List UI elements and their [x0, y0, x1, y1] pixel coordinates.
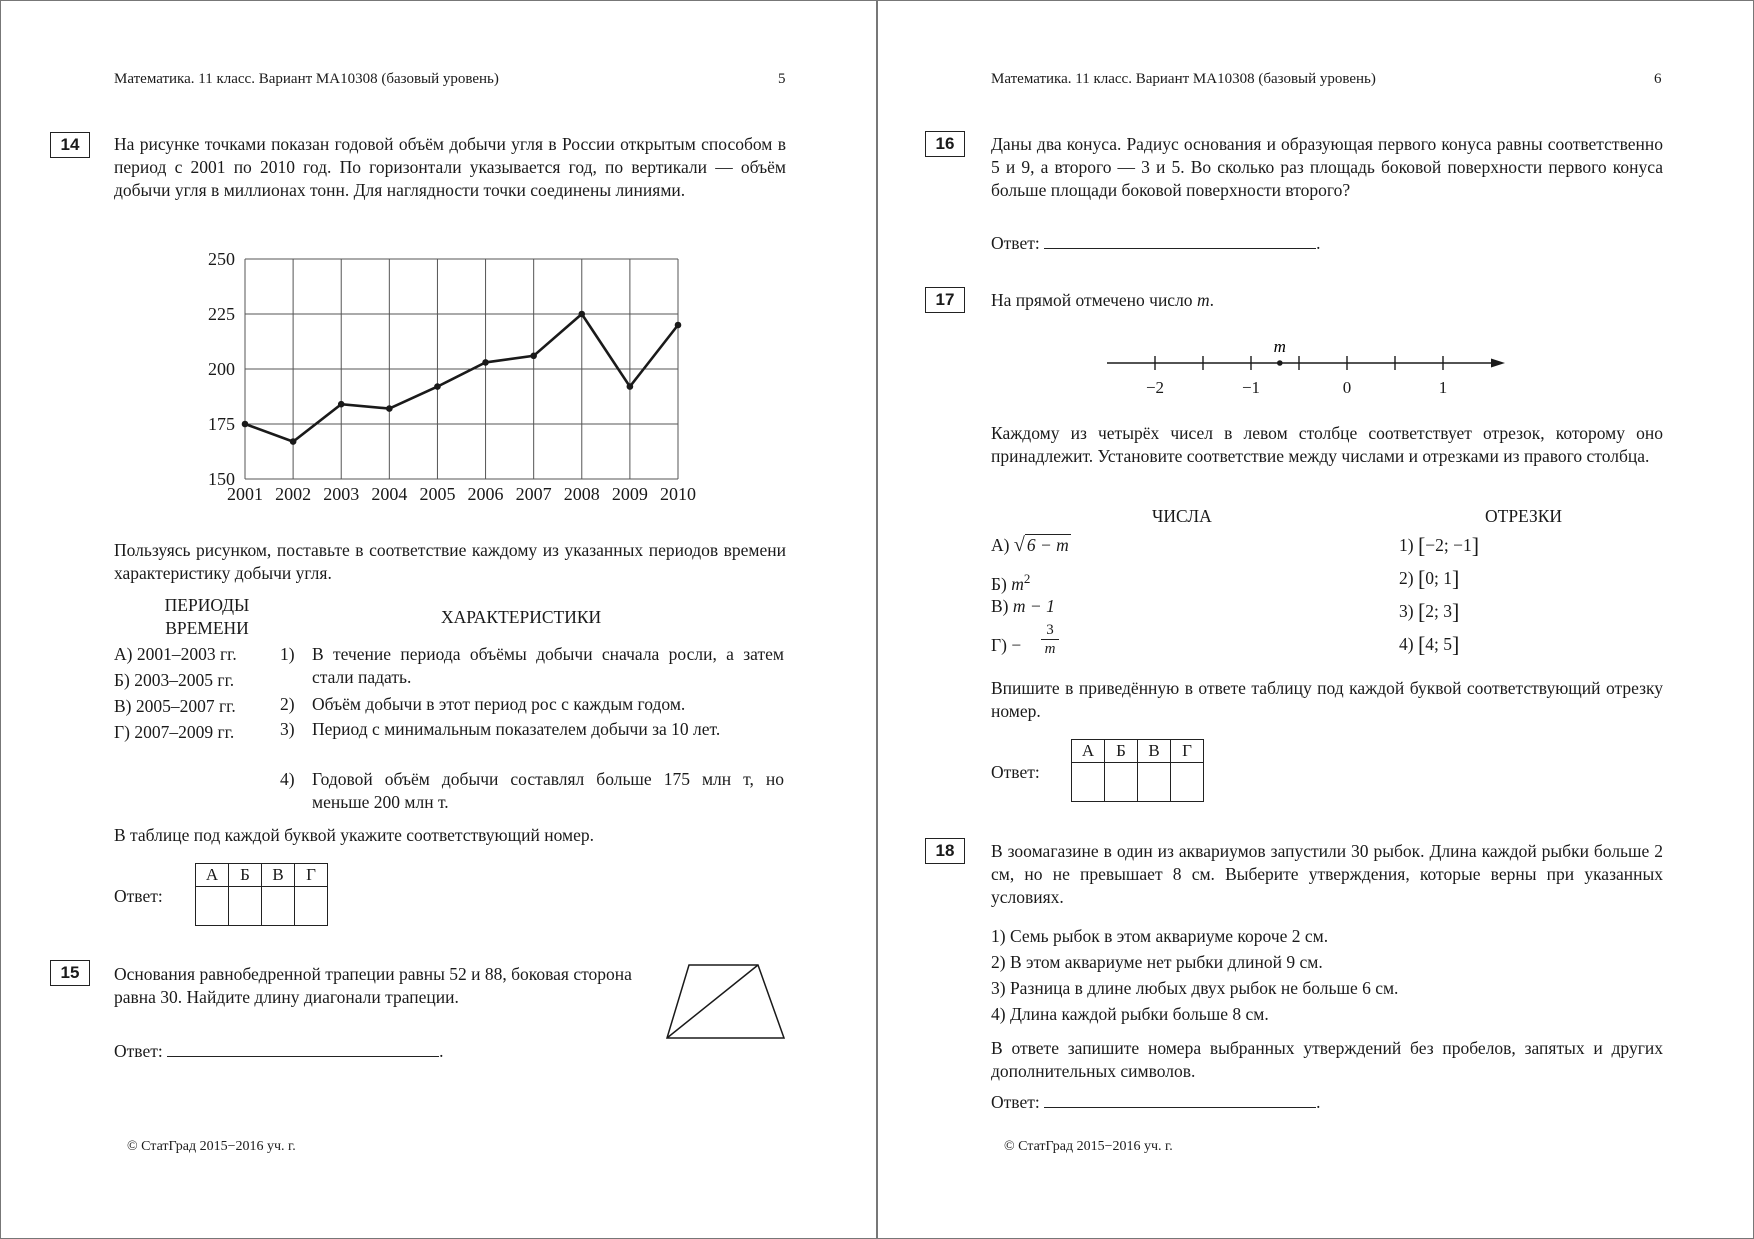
- period-text: 2003–2005 гг.: [134, 670, 235, 690]
- task14-instruction: Пользуясь рисунком, поставьте в соответствие каждому из указанных периодов времени характеристику добычи угля.: [114, 540, 786, 583]
- number-g: [991, 634, 1021, 657]
- periods-header: [142, 594, 272, 640]
- task18-text: В зоомагазине в один из аквариумов запустили 30 рыбок. Длина каждой рыбки больше 2 см, но не превышает 8 см. Выберите утверждения, которые верны при указанных условиях.: [991, 841, 1663, 907]
- characteristic-1: В течение периода объёмы добычи сначала росли, а затем стали падать.: [312, 644, 784, 687]
- x-tick-label: 2002: [275, 484, 312, 504]
- answer-letter: Б: [229, 864, 262, 887]
- period-label: Г): [114, 722, 130, 742]
- segment-text: 4; 5: [1425, 634, 1453, 654]
- chart-grid: [245, 259, 678, 479]
- numbers-header: ЧИСЛА: [1152, 506, 1212, 526]
- segment-label: 1): [1399, 535, 1414, 555]
- chart-points: [242, 311, 682, 445]
- x-tick-label: 2008: [563, 484, 600, 504]
- data-point: [338, 401, 345, 408]
- y-tick-label: 150: [208, 469, 235, 489]
- task14-text: На рисунке точками показан годовой объём добычи угля в России открытым способом в период с 2001 по 2010 год. По горизонтали указывается год, по вертикали — объём добычи угля в миллионах тонн. Для наглядности точки соединены линиями.: [114, 134, 786, 200]
- task-number-14: 14: [50, 132, 90, 158]
- segment-text: 2; 3: [1425, 601, 1453, 621]
- number-label: Г): [991, 635, 1007, 655]
- sqrt-icon: √: [1013, 534, 1025, 556]
- task18-instruction: В ответе запишите номера выбранных утверждений без пробелов, запятых и других дополнительных символов.: [991, 1038, 1663, 1081]
- number-b: [991, 567, 1030, 596]
- page-number: 6: [1654, 71, 1662, 87]
- segment-label: 3): [1399, 601, 1414, 621]
- number-line-label: −2: [1145, 378, 1165, 397]
- data-point: [482, 359, 489, 366]
- answer-letter: Г: [295, 864, 328, 887]
- page-header: Математика. 11 класс. Вариант МА10308 (базовый уровень): [114, 71, 499, 87]
- task17-table-instruction: Впишите в приведённую в ответе таблицу под каждой буквой соответствующий отрезку номер.: [991, 678, 1663, 721]
- characteristics-header: ХАРАКТЕРИСТИКИ: [441, 607, 602, 627]
- statement-4: [991, 1003, 1269, 1026]
- characteristic-3: Период с минимальным показателем добычи за 10 лет.: [312, 719, 721, 739]
- period-label: В): [114, 696, 132, 716]
- trapezoid-diagonal: [667, 965, 758, 1038]
- data-point: [386, 405, 393, 412]
- data-point: [578, 311, 585, 318]
- right-page: [876, 0, 1754, 1239]
- x-tick-label: 2005: [419, 484, 456, 504]
- statement-label: 2): [991, 952, 1006, 972]
- segment-3: 3) [2; 3]: [1399, 599, 1460, 624]
- segment-text: −2; −1: [1425, 535, 1472, 555]
- answer-cell[interactable]: [262, 887, 295, 926]
- page-header: Математика. 11 класс. Вариант МА10308 (базовый уровень): [991, 71, 1376, 87]
- answer-letter: Б: [1105, 740, 1138, 763]
- answer-cell[interactable]: [1105, 763, 1138, 802]
- task18-answer: Ответ: .: [991, 1089, 1320, 1114]
- characteristic-label: 1): [280, 644, 295, 664]
- number-line: [1101, 331, 1511, 401]
- characteristic-label: 3): [280, 719, 295, 739]
- answer-letter: А: [196, 864, 229, 887]
- period-b: [114, 669, 234, 692]
- statement-text: В этом аквариуме нет рыбки длиной 9 см.: [1009, 952, 1323, 972]
- answer-cell[interactable]: [196, 887, 229, 926]
- segment-4: 4) [4; 5]: [1399, 632, 1460, 657]
- period-text: 2007–2009 гг.: [134, 722, 235, 742]
- statement-label: 3): [991, 978, 1006, 998]
- footer: © СтатГрад 2015−2016 уч. г.: [127, 1139, 296, 1154]
- answer-cell[interactable]: [229, 887, 262, 926]
- x-tick-label: 2003: [323, 484, 360, 504]
- data-point: [242, 421, 249, 428]
- characteristic-label: 4): [280, 769, 295, 789]
- task17-text-before: На прямой отмечено число: [991, 290, 1193, 310]
- answer-line[interactable]: [167, 1038, 439, 1057]
- segment-label: 4): [1399, 634, 1414, 654]
- task-number-17: 17: [925, 287, 965, 313]
- statement-text: Разница в длине любых двух рыбок не больше 6 см.: [1009, 978, 1399, 998]
- statement-label: 4): [991, 1004, 1006, 1024]
- period-text: 2001–2003 гг.: [136, 644, 237, 664]
- answer-table-17: [1071, 739, 1204, 802]
- answer-cell[interactable]: [295, 887, 328, 926]
- period-g: [114, 721, 234, 744]
- data-point: [530, 353, 537, 360]
- task-number-18: 18: [925, 838, 965, 864]
- number-line-label: 0: [1342, 378, 1352, 397]
- periods-header-line1: ПЕРИОДЫ: [164, 595, 250, 615]
- task17-variable: m: [1196, 290, 1210, 310]
- chart-x-tick-labels: [227, 484, 696, 504]
- sqrt-radicand: 6 − m: [1026, 535, 1069, 555]
- period-label: А): [114, 644, 133, 664]
- task17-text: На прямой отмечено число m.: [991, 290, 1214, 310]
- number-line-label: −1: [1241, 378, 1261, 397]
- y-tick-label: 225: [208, 304, 235, 324]
- characteristic-2: Объём добычи в этот период рос с каждым годом.: [312, 694, 686, 714]
- chart-series-line: [245, 314, 678, 442]
- x-tick-label: 2007: [515, 484, 552, 504]
- trapezoid-figure: [661, 961, 791, 1041]
- task-number-16: 16: [925, 131, 965, 157]
- y-tick-label: 250: [208, 249, 235, 269]
- characteristic-4: Годовой объём добычи составлял больше 175 млн т, но меньше 200 млн т.: [312, 769, 784, 812]
- answer-letter: Г: [1171, 740, 1204, 763]
- statement-1: [991, 925, 1328, 948]
- power-base: m: [1011, 573, 1024, 594]
- number-label: А): [991, 535, 1010, 555]
- answer-letter: А: [1072, 740, 1105, 763]
- periods-header-line2: ВРЕМЕНИ: [165, 618, 249, 638]
- statement-label: 1): [991, 926, 1006, 946]
- answer-line[interactable]: [1044, 1089, 1316, 1108]
- y-tick-label: 175: [208, 414, 235, 434]
- data-point: [627, 383, 634, 390]
- answer-table-14: [195, 863, 328, 926]
- y-tick-label: 200: [208, 359, 235, 379]
- number-label: Б): [991, 573, 1007, 594]
- page-number: 5: [778, 71, 786, 87]
- data-point: [290, 438, 297, 445]
- fraction-numerator: 3: [1041, 621, 1059, 640]
- data-point: [675, 322, 682, 329]
- answer-label: Ответ:: [991, 762, 1040, 782]
- task16-text: Даны два конуса. Радиус основания и образующая первого конуса равны соответственно 5 и 9, а второго — 3 и 5. Во сколько раз площадь боковой поверхности первого конуса больше площади боковой поверхности второго?: [991, 134, 1663, 200]
- segments-header: ОТРЕЗКИ: [1485, 506, 1563, 526]
- answer-label: Ответ:: [114, 886, 163, 906]
- footer: © СтатГрад 2015−2016 уч. г.: [1004, 1139, 1173, 1154]
- period-v: [114, 695, 236, 718]
- answer-cell[interactable]: [1171, 763, 1204, 802]
- number-line-label: 1: [1438, 378, 1448, 397]
- task17-text2: Каждому из четырёх чисел в левом столбце соответствует отрезок, которому оно принадлежит. Установите соответствие между числами и отрезками из правого столбца.: [991, 423, 1663, 466]
- task16-answer: Ответ: .: [991, 230, 1320, 255]
- x-tick-label: 2001: [227, 484, 263, 504]
- number-line-labels: [1146, 378, 1447, 397]
- period-text: 2005–2007 гг.: [135, 696, 236, 716]
- answer-letter: В: [1138, 740, 1171, 763]
- answer-label: Ответ:: [114, 1041, 163, 1061]
- coal-chart: [191, 245, 711, 515]
- x-tick-label: 2010: [660, 484, 696, 504]
- statement-text: Семь рыбок в этом аквариуме короче 2 см.: [1009, 926, 1329, 946]
- segment-1: 1) [−2; −1]: [1399, 533, 1480, 558]
- number-line-point-m: [1277, 360, 1283, 366]
- task14-table-instruction: В таблице под каждой буквой укажите соответствующий номер.: [114, 825, 594, 845]
- segment-2: 2) [0; 1]: [1399, 566, 1460, 591]
- task-number-15: 15: [50, 960, 90, 986]
- answer-line[interactable]: [1044, 230, 1316, 249]
- fraction: [1041, 621, 1059, 658]
- trapezoid-shape: [667, 965, 784, 1038]
- x-tick-label: 2009: [611, 484, 648, 504]
- period-label: Б): [114, 670, 130, 690]
- answer-cell[interactable]: [1138, 763, 1171, 802]
- number-v: [991, 595, 1055, 618]
- answer-letter: В: [262, 864, 295, 887]
- answer-label: Ответ:: [991, 1092, 1040, 1112]
- characteristic-label: 2): [280, 694, 295, 714]
- period-a: [114, 643, 237, 666]
- data-point: [434, 383, 441, 390]
- number-a: [991, 534, 1071, 557]
- number-expression: m − 1: [1012, 596, 1055, 616]
- number-line-point-label: m: [1273, 337, 1286, 356]
- statement-3: [991, 977, 1398, 1000]
- task15-text: Основания равнобедренной трапеции равны 52 и 88, боковая сторона равна 30. Найдите длину диагонали трапеции.: [114, 964, 632, 1007]
- answer-label: Ответ:: [991, 233, 1040, 253]
- chart-y-tick-labels: [208, 249, 235, 489]
- fraction-denominator: m: [1044, 641, 1056, 657]
- segment-text: 0; 1: [1425, 568, 1453, 588]
- x-tick-label: 2004: [371, 484, 408, 504]
- statement-2: [991, 951, 1323, 974]
- x-tick-label: 2006: [467, 484, 504, 504]
- answer-cell[interactable]: [1072, 763, 1105, 802]
- number-label: В): [991, 596, 1009, 616]
- statement-text: Длина каждой рыбки больше 8 см.: [1009, 1004, 1269, 1024]
- power-exponent: 2: [1023, 571, 1031, 586]
- task15-answer: Ответ: .: [114, 1038, 443, 1063]
- fraction-minus: −: [1011, 635, 1022, 655]
- segment-label: 2): [1399, 568, 1414, 588]
- number-line-arrow: [1491, 359, 1505, 368]
